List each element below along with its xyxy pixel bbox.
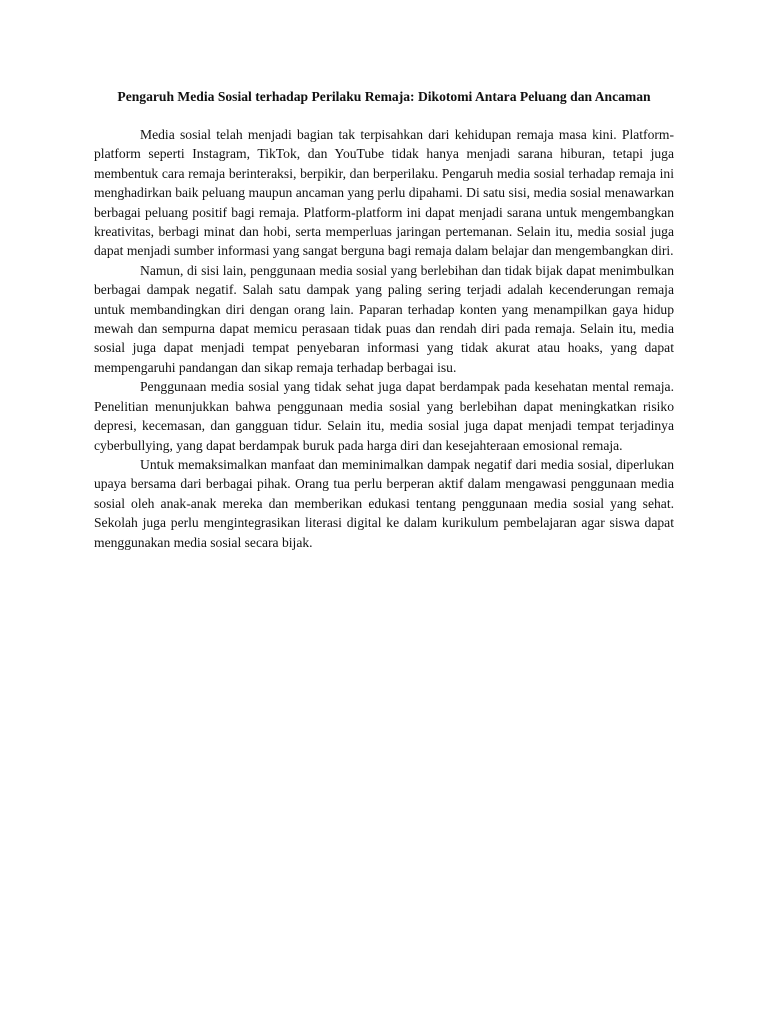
paragraph-negative-impacts: Namun, di sisi lain, penggunaan media sosial yang berlebihan dan tidak bijak dapat menimbulkan berbagai dampak negatif. Salah satu dampak yang paling sering terjadi adalah kecenderungan remaja untuk membandingkan diri dengan orang lain. Paparan terhadap konten yang menampilkan gaya hidup mewah dan sempurna dapat memicu perasaan tidak puas dan rendah diri pada remaja. Selain itu, media sosial juga dapat menjadi tempat penyebaran informasi yang tidak akurat atau hoaks, yang dapat mempengaruhi pandangan dan sikap remaja terhadap berbagai isu. (94, 262, 674, 375)
document-title: Pengaruh Media Sosial terhadap Perilaku Remaja: Dikotomi Antara Peluang dan Ancaman (117, 89, 651, 104)
document-body (94, 87, 674, 552)
paragraph-mental-health: Penggunaan media sosial yang tidak sehat juga dapat berdampak pada kesehatan mental remaja. Penelitian menunjukkan bahwa penggunaan media sosial yang berlebihan dapat meningkatkan risiko depresi, kecemasan, dan gangguan tidur. Selain itu, media sosial juga dapat menjadi tempat terjadinya cyberbullying, yang dapat berdampak buruk pada harga diri dan kesejahteraan emosional remaja. (94, 379, 674, 453)
paragraph-intro: Media sosial telah menjadi bagian tak terpisahkan dari kehidupan remaja masa kini. Platform-platform seperti Instagram, TikTok, dan YouTube tidak hanya menjadi sarana hiburan, tetapi juga membentuk cara remaja berinteraksi, berpikir, dan berperilaku. Pengaruh media sosial terhadap remaja ini menghadirkan baik peluang maupun ancaman yang perlu dipahami. Di satu sisi, media sosial menawarkan berbagai peluang positif bagi remaja. Platform-platform ini dapat menjadi sarana untuk mengembangkan kreativitas, berbagi minat dan hobi, serta memperluas jaringan pertemanan. Selain itu, media sosial juga dapat menjadi sumber informasi yang sangat berguna bagi remaja dalam belajar dan mengembangkan diri. (94, 127, 674, 259)
paragraph-solutions: Untuk memaksimalkan manfaat dan meminimalkan dampak negatif dari media sosial, diperlukan upaya bersama dari berbagai pihak. Orang tua perlu berperan aktif dalam mengawasi penggunaan media sosial oleh anak-anak mereka dan memberikan edukasi tentang penggunaan media sosial yang sehat. Sekolah juga perlu mengintegrasikan literasi digital ke dalam kurikulum pembelajaran agar siswa dapat menggunakan media sosial secara bijak. (94, 456, 674, 550)
